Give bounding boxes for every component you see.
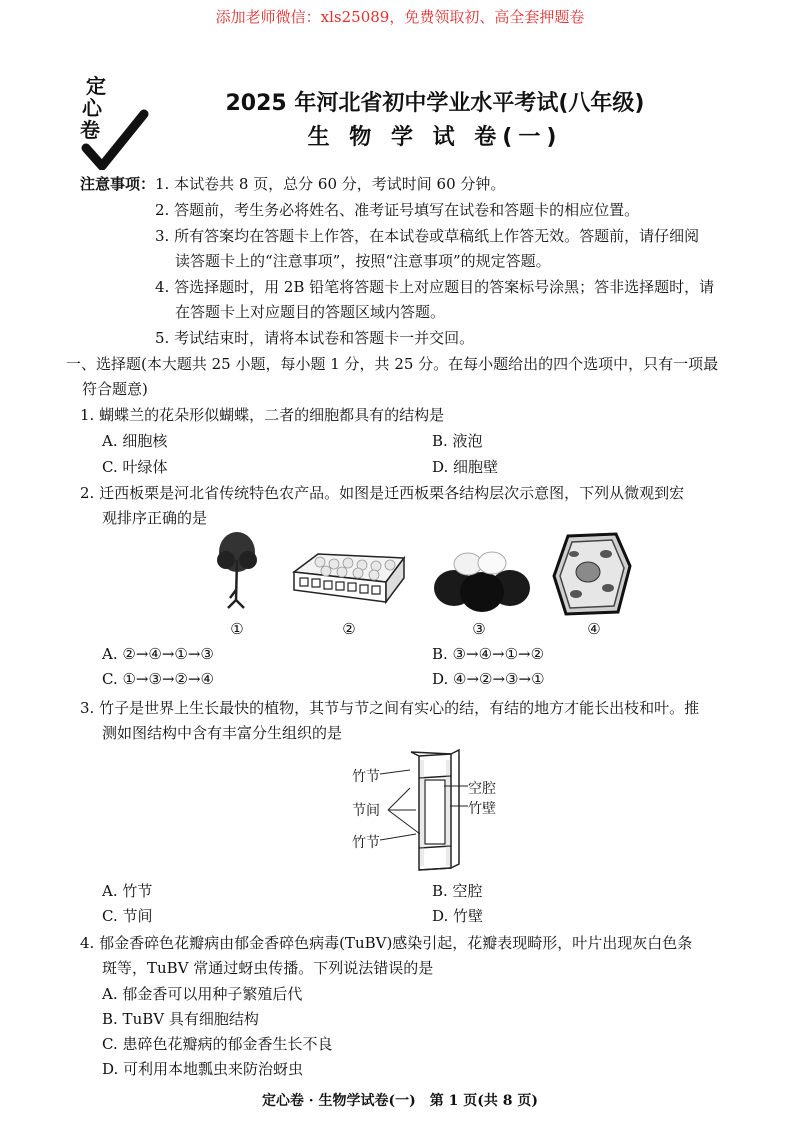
q1-option-c: C. 叶绿体: [102, 458, 168, 476]
q2-option-b: B. ③→④→①→②: [432, 645, 545, 663]
stamp-char-3: 卷: [80, 118, 100, 142]
promo-banner: 添加老师微信：xls25089，免费领取初、高全套押题卷: [215, 8, 585, 26]
notice-item: 读答题卡上的“注意事项”，按照“注意事项”的规定答题。: [175, 252, 551, 270]
bamboo-leader-lines-right: [440, 780, 470, 820]
section-heading: 一、选择题(本大题共 25 小题，每小题 1 分，共 25 分。在每小题给出的四个选项中，只有一项最: [66, 355, 719, 373]
q3-option-c: C. 节间: [102, 907, 153, 925]
stamp-logo: [80, 70, 150, 170]
q3-stem-cont: 测如图结构中含有丰富分生组织的是: [102, 724, 343, 742]
q4-stem-cont: 斑等，TuBV 常通过蚜虫传播。下列说法错误的是: [102, 959, 434, 977]
q2-stem-cont: 观排序正确的是: [102, 509, 208, 527]
q1-option-a: A. 细胞核: [102, 432, 168, 450]
notice-item: 4. 答选择题时，用 2B 铅笔将答题卡上对应题目的答案标号涂黑；答非选择题时，请: [155, 278, 715, 296]
q2-option-c: C. ①→③→②→④: [102, 670, 214, 688]
chestnut-icon: [432, 550, 532, 612]
page-footer: 定心卷 · 生物学试卷(一) 第 1 页(共 8 页): [261, 1093, 539, 1109]
label-bamboo-node-bottom: 竹节: [352, 835, 380, 851]
q4-stem: 4. 郁金香碎色花瓣病由郁金香碎色病毒(TuBV)感染引起，花瓣表现畸形，叶片出现灰白色条: [80, 934, 693, 952]
notice-item: 2. 答题前，考生务必将姓名、准考证号填写在试卷和答题卡的相应位置。: [155, 201, 640, 219]
notice-label: 注意事项：: [80, 175, 156, 193]
plant-cell-icon: [552, 532, 632, 616]
stamp-char-1: 定: [86, 74, 106, 98]
q2-option-a: A. ②→④→①→③: [102, 645, 214, 663]
q4-option-c: C. 患碎色花瓣病的郁金香生长不良: [102, 1035, 333, 1053]
exam-subtitle: 生 物 学 试 卷(一): [307, 125, 563, 150]
q4-option-a: A. 郁金香可以用种子繁殖后代: [102, 985, 303, 1003]
bamboo-leader-line-bottom: [380, 830, 420, 850]
stamp-char-2: 心: [82, 96, 102, 120]
fig-label-1: ①: [230, 620, 244, 638]
label-bamboo-node-top: 竹节: [352, 769, 380, 785]
q2-option-d: D. ④→②→③→①: [432, 670, 545, 688]
fig-label-4: ④: [587, 620, 601, 638]
section-heading-cont: 符合题意): [82, 380, 148, 398]
notice-item: 1. 本试卷共 8 页，总分 60 分，考试时间 60 分钟。: [155, 175, 506, 193]
q3-stem: 3. 竹子是世界上生长最快的植物，其节与节之间有实心的结，有结的地方才能长出枝和叶。推: [80, 699, 700, 717]
q4-option-b: B. TuBV 具有细胞结构: [102, 1010, 259, 1028]
notice-item: 在答题卡上对应题目的答题区域内答题。: [175, 303, 446, 321]
notice-item: 3. 所有答案均在答题卡上作答，在本试卷或草稿纸上作答无效。答题前，请仔细阅: [155, 227, 700, 245]
checkmark-icon: [80, 100, 150, 170]
label-internode: 节间: [352, 803, 380, 819]
fig-label-3: ③: [472, 620, 486, 638]
q1-option-b: B. 液泡: [432, 432, 483, 450]
q1-option-d: D. 细胞壁: [432, 458, 499, 476]
exam-title: 2025 年河北省初中学业水平考试(八年级): [225, 91, 645, 116]
label-bamboo-wall: 竹壁: [468, 801, 496, 817]
q1-stem: 1. 蝴蝶兰的花朵形似蝴蝶，二者的细胞都具有的结构是: [80, 406, 445, 424]
label-cavity: 空腔: [468, 781, 496, 797]
notice-item: 5. 考试结束时，请将本试卷和答题卡一并交回。: [155, 329, 475, 347]
q2-stem: 2. 迁西板栗是河北省传统特色农产品。如图是迁西板栗各结构层次示意图，下列从微观到宏: [80, 484, 685, 502]
fig-label-2: ②: [342, 620, 356, 638]
q3-option-d: D. 竹壁: [432, 907, 484, 925]
tissue-block-icon: [290, 548, 408, 608]
q3-option-b: B. 空腔: [432, 882, 483, 900]
tree-icon: [212, 530, 262, 610]
q4-option-d: D. 可利用本地瓢虫来防治蚜虫: [102, 1060, 304, 1078]
q3-option-a: A. 竹节: [102, 882, 153, 900]
